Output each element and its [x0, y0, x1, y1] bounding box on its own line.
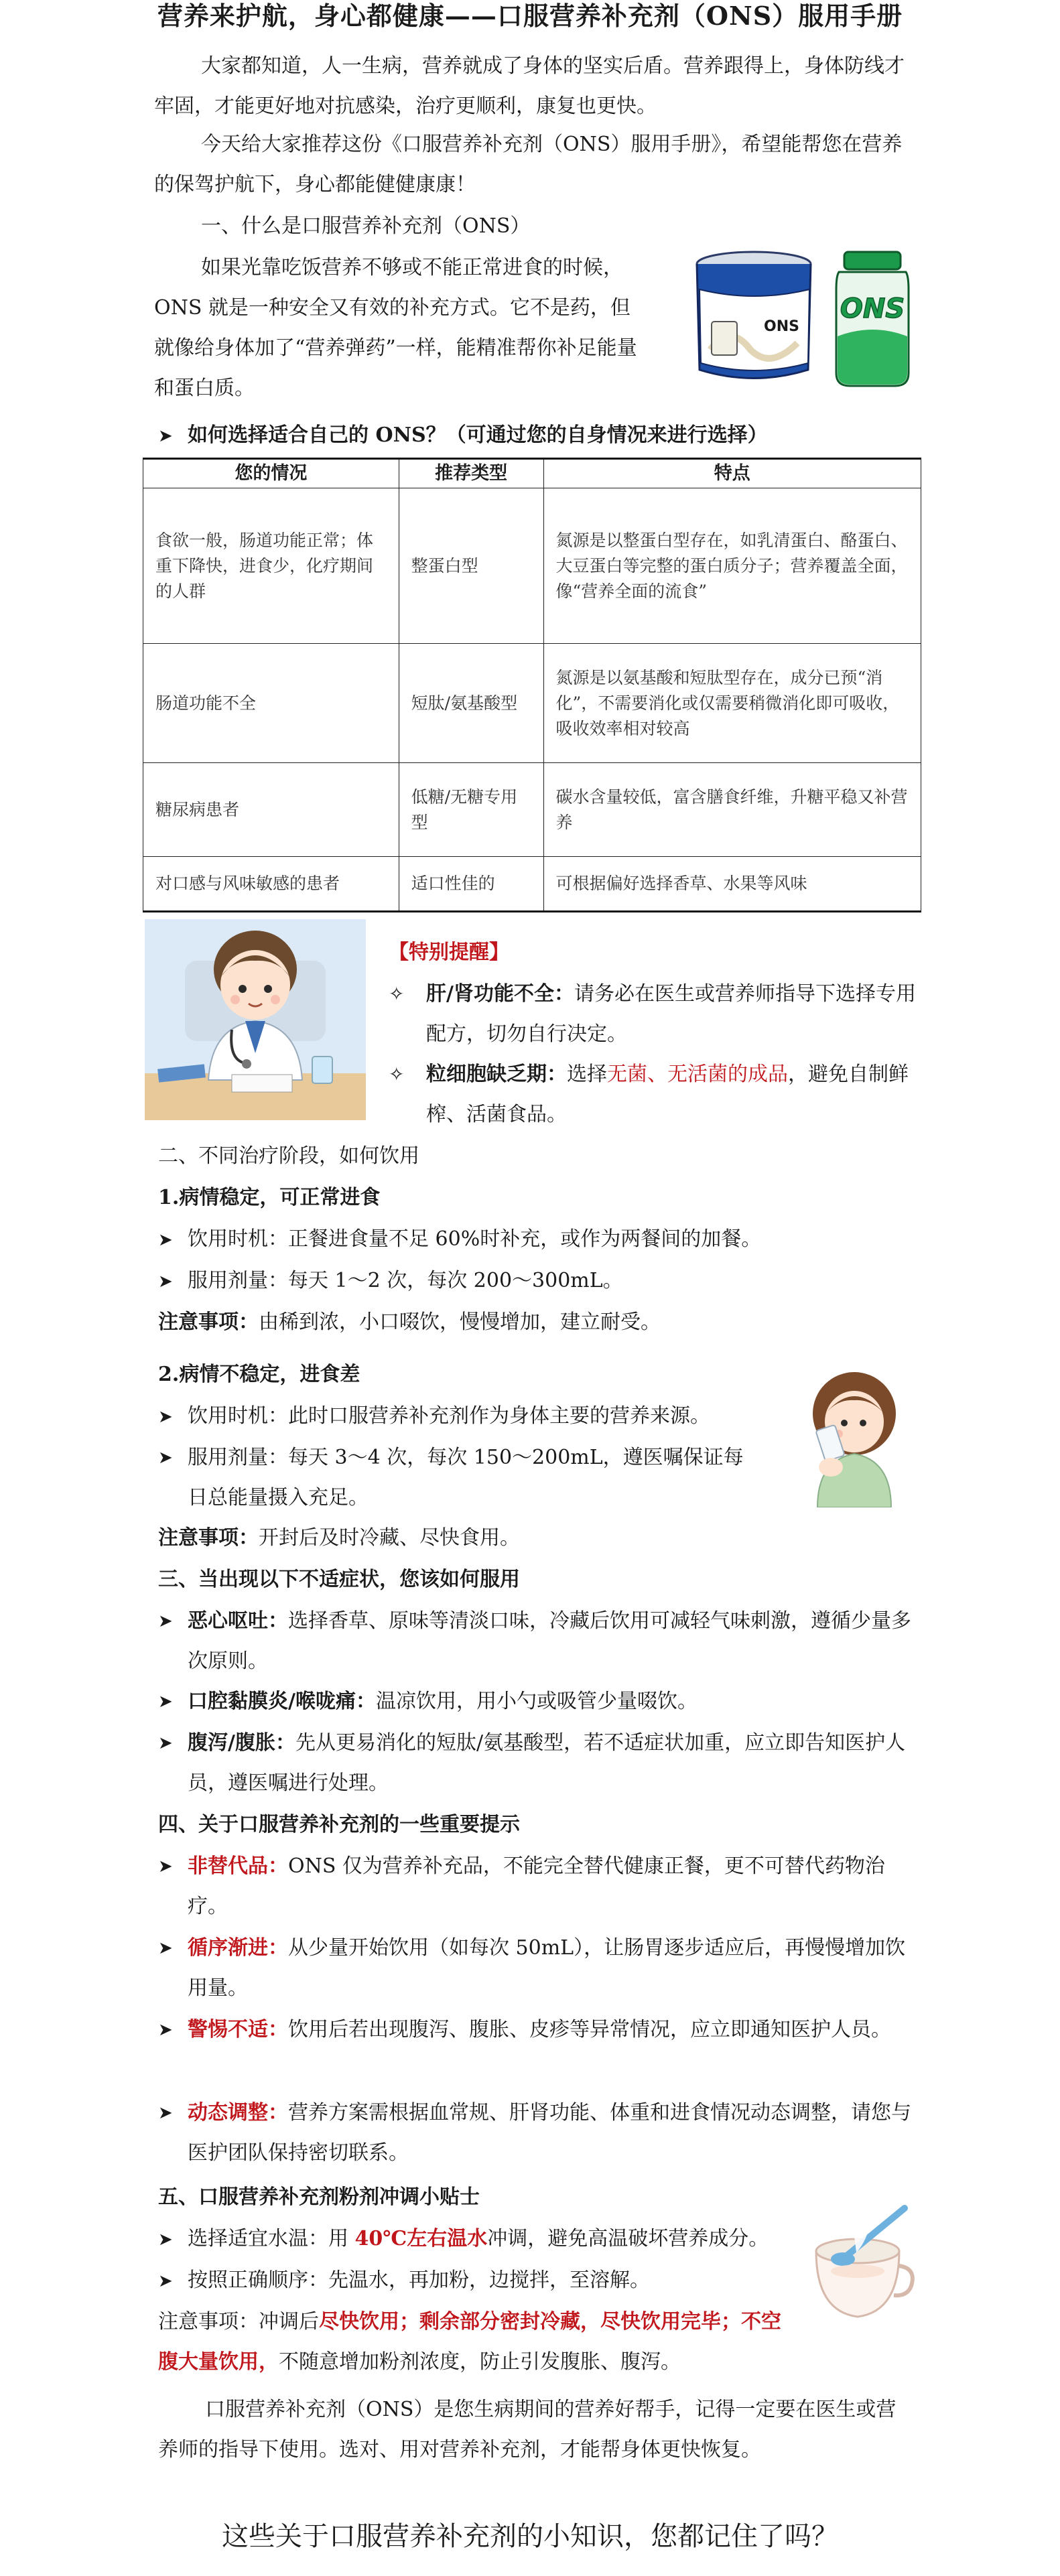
list-item-text: 饮用时机：正餐进食量不足 60%时补充，或作为两餐间的加餐。 [188, 1227, 762, 1251]
note [158, 2302, 795, 2382]
section-5-heading [158, 2177, 480, 2218]
stage-2-title: 2.病情不稳定，进食差 [158, 1363, 360, 1386]
table-row [143, 857, 921, 912]
note-text: 开封后及时冷藏、尽快食用。 [259, 1526, 520, 1550]
list-item-text: 饮用时机：此时口服营养补充剂作为身体主要的营养来源。 [188, 1404, 710, 1428]
list-item-label: 循序渐进： [188, 1936, 288, 1960]
ons-bottle-icon [830, 249, 915, 390]
list-item [158, 1682, 915, 1722]
list-item [158, 1396, 761, 1437]
note-label: 注意事项： [158, 1310, 259, 1334]
list-item-label: 动态调整： [188, 2101, 288, 2124]
arrow-icon: ➤ [158, 1611, 173, 1631]
reminder-text: ，避免自制鲜榨、活菌食品。 [426, 1063, 909, 1126]
list-item-label: 非替代品： [188, 1854, 288, 1878]
note-text: 由稀到浓，小口啜饮，慢慢增加，建立耐受。 [259, 1310, 661, 1334]
section-2-heading: 二、不同治疗阶段，如何饮用 [158, 1144, 419, 1168]
table-cell: 整蛋白型 [399, 488, 543, 644]
page-title: 营养来护航，身心都健康——口服营养补充剂（ONS）服用手册 [157, 1, 903, 31]
intro-paragraph-1: 大家都知道，人一生病，营养就成了身体的坚实后盾。营养跟得上，身体防线才牢固，才能更好地对抗感染，治疗更顺利，康复也更快。 [154, 54, 905, 118]
table-row [143, 644, 921, 763]
reminder-title: 【特别提醒】 [389, 941, 509, 964]
arrow-icon: ➤ [158, 2271, 173, 2291]
list-item-text: 按照正确顺序：先温水，再加粉，边搅拌，至溶解。 [188, 2268, 650, 2292]
table-cell: 食欲一般，肠道功能正常；体重下降快，进食少，化疗期间的人群 [143, 488, 399, 644]
cup-spoon-illustration-icon [804, 2204, 918, 2325]
table-cell: 低糖/无糖专用型 [399, 763, 543, 857]
closing-paragraph: 口服营养补充剂（ONS）是您生病期间的营养好帮手，记得一定要在医生或营养师的指导下使用。选对、用对营养补充剂，才能帮身体更快恢复。 [158, 2398, 897, 2461]
closing-question: 这些关于口服营养补充剂的小知识，您都记住了吗？ [222, 2521, 838, 2552]
table-row [143, 488, 921, 644]
list-item-text: 温凉饮用，用小勺或吸管少量啜饮。 [375, 1690, 698, 1713]
list-item-text: 营养方案需根据血常规、肝肾功能、体重和进食情况动态调整，请您与医护团队保持密切联系。 [188, 2101, 911, 2165]
table-cell: 糖尿病患者 [143, 763, 399, 857]
list-item-text: 选择香草、原味等清淡口味，冷藏后饮用可减轻气味刺激，遵循少量多次原则。 [188, 1609, 911, 1673]
note-label: 注意事项： [158, 2310, 259, 2333]
list-item-label: 警惕不适： [188, 2018, 288, 2041]
section-1-heading: 一、什么是口服营养补充剂（ONS） [201, 214, 531, 238]
list-item [158, 1261, 915, 1302]
arrow-icon: ➤ [158, 1272, 173, 1292]
table-cell: 短肽/氨基酸型 [399, 644, 543, 763]
note-label: 注意事项： [158, 1526, 259, 1550]
choose-heading-text: 如何选择适合自己的 ONS？（可通过您的自身情况来进行选择） [188, 423, 768, 447]
ons-can-label: ONS [764, 318, 799, 335]
note-text: 不随意增加粉剂浓度，防止引发腹胀、腹泻。 [279, 2350, 681, 2374]
girl-drinking-illustration-icon [791, 1367, 911, 1507]
arrow-icon: ➤ [158, 1692, 173, 1712]
list-item-text: 冲调，避免高温破坏营养成分。 [487, 2227, 769, 2250]
table-row [143, 763, 921, 857]
note-highlight: 尽快饮用；剩余部分密封冷藏，尽快饮用完毕； [319, 2310, 741, 2333]
list-item [158, 2093, 915, 2173]
list-item [158, 2010, 915, 2050]
list-item-text: 服用剂量：每天 3～4 次，每次 150～200mL，遵医嘱保证每日总能量摄入充足。 [188, 1446, 744, 1509]
list-item [158, 1928, 915, 2009]
list-item-label: 恶心呕吐： [188, 1609, 288, 1633]
list-item-text: 先从更易消化的短肽/氨基酸型，若不适症状加重，应立即告知医护人员，遵医嘱进行处理。 [188, 1731, 906, 1795]
note [158, 1302, 915, 1343]
list-item [158, 2260, 828, 2301]
table-cell: 肠道功能不全 [143, 644, 399, 763]
reminder-text: 选择 [567, 1063, 607, 1086]
table-cell: 适口性佳的 [399, 857, 543, 912]
arrow-icon: ➤ [158, 2103, 173, 2123]
arrow-icon: ➤ [158, 1230, 173, 1250]
doctor-illustration-icon [145, 919, 366, 1120]
arrow-icon: ➤ [158, 2020, 173, 2040]
diamond-bullet-icon: ✧ [389, 1063, 405, 1085]
diamond-bullet-icon: ✧ [389, 983, 405, 1005]
arrow-icon: ➤ [158, 2230, 173, 2250]
table-header-cell: 特点 [543, 459, 921, 488]
reminder-text: 请务必在医生或营养师指导下选择专用配方，切勿自行决定。 [426, 982, 916, 1046]
list-item [158, 1723, 915, 1804]
list-item-text: 饮用后若出现腹泻、腹胀、皮疹等异常情况，应立即通知医护人员。 [288, 2018, 891, 2041]
arrow-icon: ➤ [158, 1448, 173, 1468]
list-item [158, 1219, 915, 1260]
arrow-icon: ➤ [158, 1407, 173, 1427]
section-5-heading-b: 粉剂冲调小贴士 [339, 2185, 480, 2209]
note-text: 冲调后 [259, 2310, 319, 2333]
list-item [158, 2219, 828, 2260]
table-header-cell: 推荐类型 [399, 459, 543, 488]
ons-type-table [143, 458, 921, 912]
list-item-text: 服用剂量：每天 1～2 次，每次 200～300mL。 [188, 1269, 623, 1292]
choose-heading [158, 415, 768, 456]
table-cell: 对口感与风味敏感的患者 [143, 857, 399, 912]
list-item-label: 口腔黏膜炎/喉咙痛： [188, 1690, 376, 1713]
list-item-text: ONS 仅为营养补充品，不能完全替代健康正餐，更不可替代药物治疗。 [188, 1854, 885, 1918]
water-temp-highlight: 40℃左右温水 [354, 2227, 488, 2250]
arrow-icon: ➤ [158, 1938, 173, 1958]
list-item-text: 从少量开始饮用（如每次 50mL），让肠胃逐步适应后，再慢慢增加饮用量。 [188, 1936, 906, 2000]
note [158, 1518, 915, 1558]
list-item-text: 选择适宜水温：用 [188, 2227, 355, 2250]
ons-bottle-label: ONS [840, 293, 905, 324]
reminder-item [389, 1055, 918, 1135]
table-cell: 氮源是以整蛋白型存在，如乳清蛋白、酪蛋白、大豆蛋白等完整的蛋白质分子；营养覆盖全面，像“营养全面的流食” [543, 488, 921, 644]
table-header-cell: 您的情况 [143, 459, 399, 488]
section-4-heading: 四、关于口服营养补充剂的一些重要提示 [158, 1813, 520, 1836]
note-highlight: 不空腹大量饮用， [158, 2310, 781, 2374]
table-cell: 碳水含量较低，富含膳食纤维，升糖平稳又补营养 [543, 763, 921, 857]
section-3-heading: 三、当出现以下不适症状，您该如何服用 [158, 1568, 520, 1591]
ons-can-icon [690, 249, 817, 390]
list-item [158, 1601, 915, 1682]
section-5-heading-a: 五、口服营养补充剂 [158, 2185, 339, 2209]
reminder-highlight: 无菌、无活菌的成品 [607, 1063, 788, 1086]
arrow-icon: ➤ [158, 1733, 173, 1753]
arrow-icon: ➤ [158, 1856, 173, 1877]
list-item [158, 1846, 915, 1927]
stage-1-title: 1.病情稳定，可正常进食 [158, 1186, 381, 1209]
arrow-icon: ➤ [158, 426, 173, 446]
reminder-item [389, 974, 918, 1055]
list-item [158, 1438, 748, 1518]
list-item-label: 腹泻/腹胀： [188, 1731, 295, 1755]
reminder-label: 肝/肾功能不全： [426, 982, 574, 1006]
table-header-row [143, 459, 921, 488]
table-cell: 可根据偏好选择香草、水果等风味 [543, 857, 921, 912]
reminder-label: 粒细胞缺乏期： [426, 1063, 567, 1086]
section-1-body: 如果光靠吃饭营养不够或不能正常进食的时候，ONS 就是一种安全又有效的补充方式。它不是药，但就像给身体加了“营养弹药”一样，能精准帮你补足能量和蛋白质。 [154, 256, 637, 400]
table-cell: 氮源是以氨基酸和短肽型存在，成分已预“消化”，不需要消化或仅需要稍微消化即可吸收，吸收效率相对较高 [543, 644, 921, 763]
intro-paragraph-2: 今天给大家推荐这份《口服营养补充剂（ONS）服用手册》，希望能帮您在营养的保驾护航下，身心都能健健康康！ [154, 133, 903, 196]
